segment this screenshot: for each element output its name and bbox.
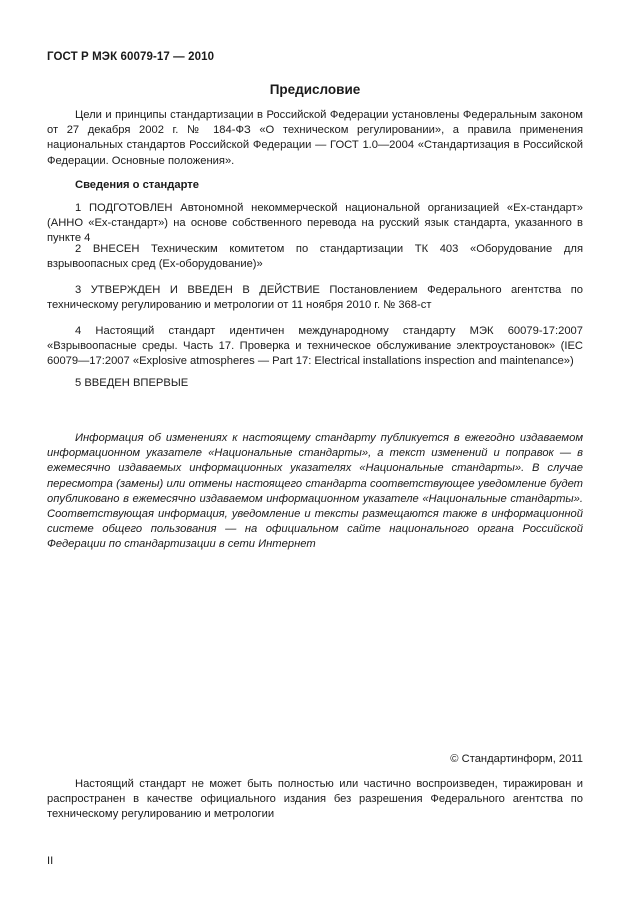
notice-paragraph: Информация об изменениях к настоящему стандарту публикуется в ежегодно издаваемом информационном указателе «Национальные стандарты», а текст изменений и поправок — в ежемесячно издаваемых информационных указателях «Национальные стандарты». В случае пересмотра (замены) или отмены настоящего стандарта соответствующее уведомление будет опубликовано в ежемесячно издаваемом информационном указателе «Национальные стандарты». Соответствующая информация, уведомление и тексты размещаются также в информационной системе общего пользования — на официальном сайте национального органа Российской Федерации по стандартизации в сети Интернет (47, 432, 583, 551)
page-title: Предисловие (269, 82, 361, 97)
document-header-code: ГОСТ Р МЭК 60079-17 — 2010 (47, 51, 215, 63)
about-heading: Сведения о стандарте (75, 179, 199, 191)
about-item-3: 3 УТВЕРЖДЕН И ВВЕДЕН В ДЕЙСТВИЕ Постановлением Федерального агентства по техническому регулированию и метрологии от 11 ноября 2010 г. № 368-ст (47, 284, 583, 312)
about-item-4: 4 Настоящий стандарт идентичен международному стандарту МЭК 60079-17:2007 «Взрывоопасные среды. Часть 17. Проверка и техническое обслуживание электроустановок» (IEC 60079—17:2007 «Explosive atmospheres — Part 17: Electrical installations inspection and maintenance») (47, 325, 583, 368)
about-item-5: 5 ВВЕДЕН ВПЕРВЫЕ (75, 377, 189, 389)
intro-paragraph: Цели и принципы стандартизации в Российской Федерации установлены Федеральным законом от 27 декабря 2002 г. № 184-ФЗ «О техническом регулировании», а правила применения национальных стандартов Российской Федерации — ГОСТ 1.0—2004 «Стандартизация в Российской Федерации. Основные положения». (47, 109, 583, 167)
about-item-1: 1 ПОДГОТОВЛЕН Автономной некоммерческой национальной организацией «Ех-стандарт» (АННО «Ех-стандарт») на основе собственного перевода на русский язык стандарта, указанного в пункте 4 (47, 202, 583, 245)
about-item-2: 2 ВНЕСЕН Техническим комитетом по стандартизации ТК 403 «Оборудование для взрывоопасных сред (Ех-оборудование)» (47, 243, 583, 271)
reproduction-notice: Настоящий стандарт не может быть полностью или частично воспроизведен, тиражирован и распространен в качестве официального издания без разрешения Федерального агентства по техническому регулированию и метрологии (47, 778, 583, 821)
copyright-notice: © Стандартинформ, 2011 (450, 753, 583, 765)
page-number: II (47, 855, 54, 867)
